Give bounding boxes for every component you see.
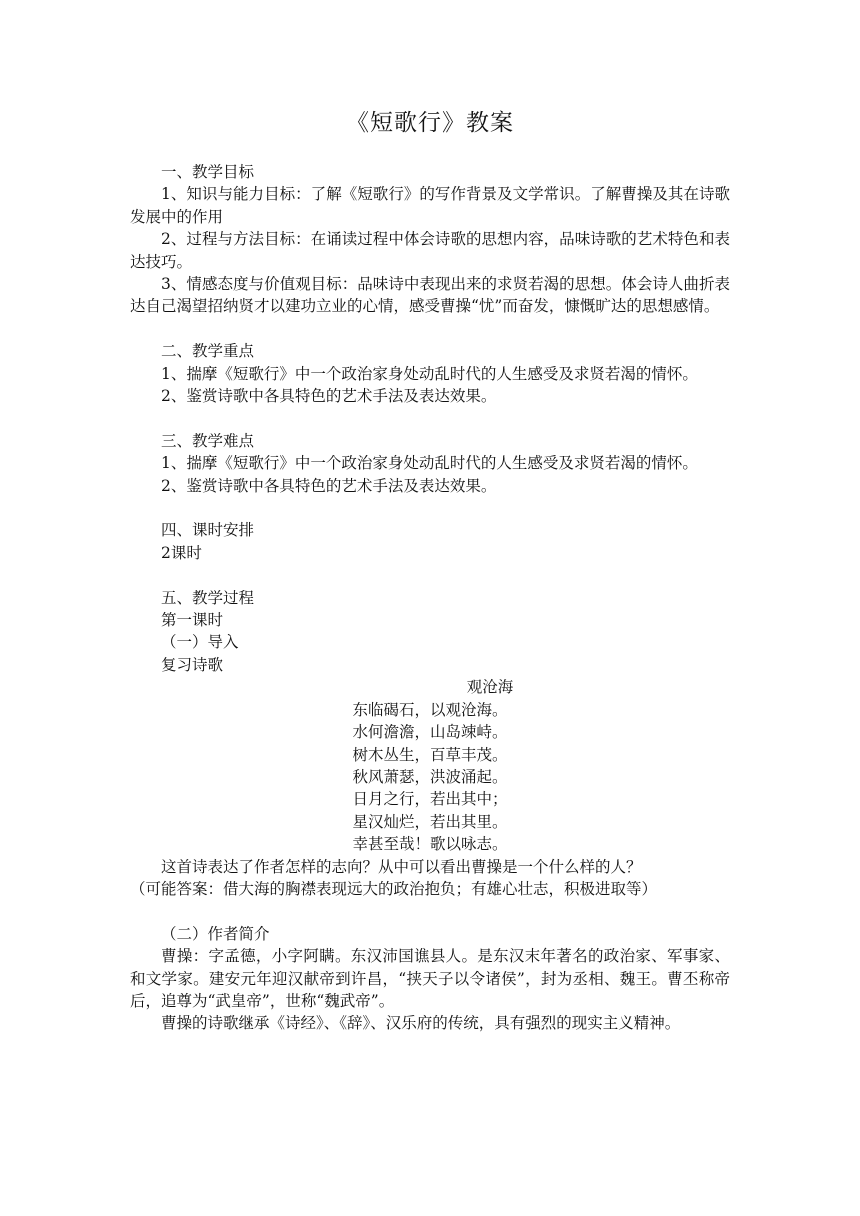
objective-3: 3、情感态度与价值观目标：品味诗中表现出来的求贤若渴的思想。体会诗人曲折表达自己渴望招纳贤才以建功立业的心情，感受曹操“忧”而奋发，慷慨旷达的思想感情。 — [130, 275, 730, 316]
section-heading-key-points: 二、教学重点 — [161, 342, 255, 361]
document-title: 《短歌行》教案 — [346, 110, 514, 136]
spacer — [130, 497, 730, 519]
subheading-author: （二）作者简介 — [161, 924, 270, 943]
poem-line: 水何澹澹，山岛竦峙。 — [352, 723, 508, 742]
poem-line: 东临碣石，以观沧海。 — [352, 700, 508, 719]
spacer — [130, 900, 730, 922]
key-point-2: 2、鉴赏诗歌中各具特色的艺术手法及表达效果。 — [161, 387, 497, 406]
section-heading-objectives: 一、教学目标 — [161, 163, 255, 181]
spacer — [130, 407, 730, 429]
section-heading-schedule: 四、课时安排 — [161, 521, 255, 540]
author-bio: 曹操：字孟德，小字阿瞒。东汉沛国谯县人。是东汉末年著名的政治家、军事家、和文学家。建安元年迎汉献帝到许昌，“挟天子以令诸侯”，封为丞相、魏王。曹丕称帝后，追尊为“武皇帝”，世称“魏武帝”。 — [130, 947, 730, 1010]
possible-answer: （可能答案：借大海的胸襟表现远大的政治抱负；有雄心壮志，积极进取等） — [130, 879, 658, 898]
poem-block — [130, 676, 730, 855]
poem-line: 日月之行，若出其中； — [352, 790, 508, 809]
author-poetry-note: 曹操的诗歌继承《诗经》、《辞》、汉乐府的传统，具有强烈的现实主义精神。 — [161, 1014, 681, 1033]
poem-line: 幸甚至哉！歌以咏志。 — [352, 835, 508, 854]
difficulty-2: 2、鉴赏诗歌中各具特色的艺术手法及表达效果。 — [161, 476, 497, 495]
key-point-1: 1、揣摩《短歌行》中一个政治家身处动乱时代的人生感受及求贤若渴的情怀。 — [161, 364, 698, 383]
document-body — [130, 161, 730, 1035]
subheading-intro: （一）导入 — [161, 633, 239, 652]
poem-line: 树木丛生，百草丰茂。 — [352, 745, 508, 764]
discussion-question: 这首诗表达了作者怎样的志向？从中可以看出曹操是一个什么样的人？ — [161, 857, 642, 876]
poem-line: 星汉灿烂，若出其里。 — [352, 812, 508, 831]
review-label: 复习诗歌 — [161, 655, 224, 674]
section-heading-difficulties: 三、教学难点 — [161, 431, 255, 450]
poem-title: 观沧海 — [466, 678, 514, 697]
schedule-text: 2课时 — [161, 543, 202, 562]
objective-2: 2、过程与方法目标：在诵读过程中体会诗歌的思想内容，品味诗歌的艺术特色和表达技巧。 — [130, 230, 730, 271]
spacer — [130, 318, 730, 340]
lesson-label: 第一课时 — [161, 611, 224, 630]
difficulty-1: 1、揣摩《短歌行》中一个政治家身处动乱时代的人生感受及求贤若渴的情怀。 — [161, 454, 698, 473]
poem-line: 秋风萧瑟，洪波涌起。 — [352, 767, 508, 786]
spacer — [130, 564, 730, 586]
section-heading-process: 五、教学过程 — [161, 588, 255, 607]
objective-1: 1、知识与能力目标：了解《短歌行》的写作背景及文学常识。了解曹操及其在诗歌发展中的作用 — [130, 185, 730, 226]
